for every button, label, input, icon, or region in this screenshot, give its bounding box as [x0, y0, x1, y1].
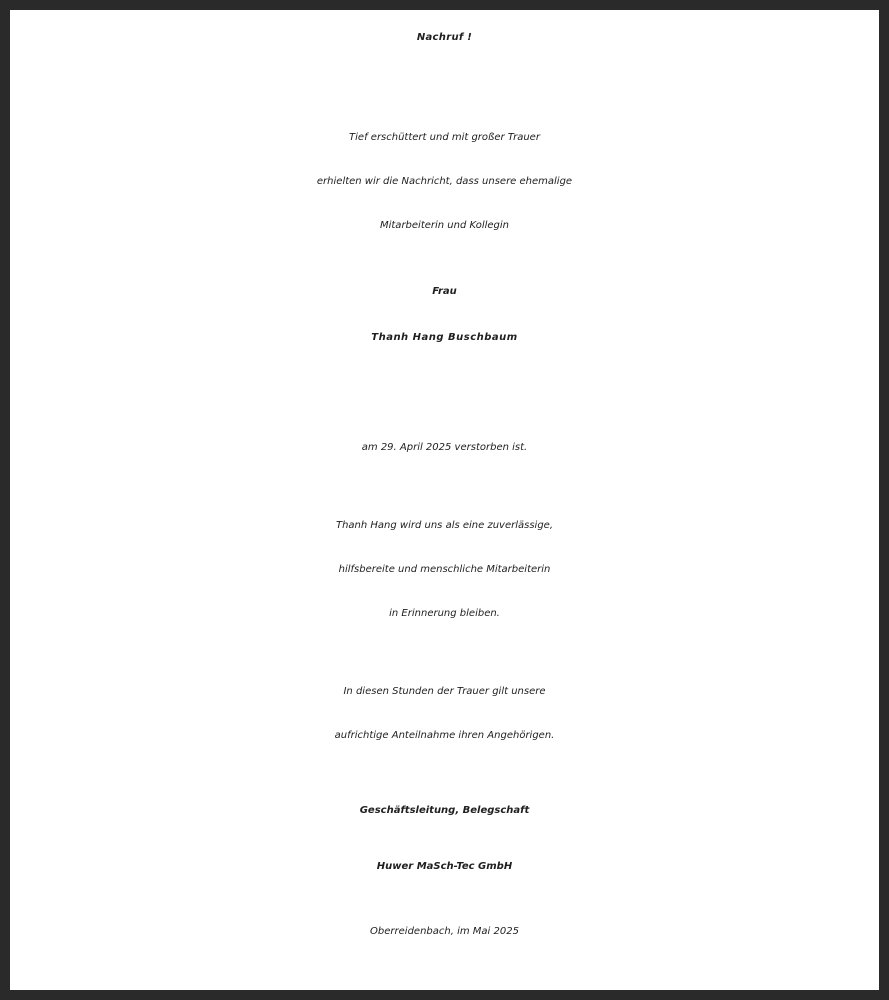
- heading: Nachruf !: [416, 32, 473, 43]
- salutation: Frau: [432, 286, 457, 297]
- intro-line-2: erhielten wir die Nachricht, dass unsere ehemalige: [316, 176, 573, 187]
- condolence-line-1: In diesen Stunden der Trauer gilt unsere: [343, 686, 546, 697]
- condolence-line-2: aufrichtige Anteilnahme ihren Angehörigen.: [334, 730, 555, 741]
- memory-line-1: Thanh Hang wird uns als eine zuverlässige,: [335, 520, 554, 531]
- deceased-name: Thanh Hang Buschbaum: [371, 332, 518, 343]
- signature-line-1: Geschäftsleitung, Belegschaft: [359, 805, 530, 816]
- memory-line-2: hilfsbereite und menschliche Mitarbeiterin: [338, 564, 551, 575]
- date-of-death: am 29. April 2025 verstorben ist.: [361, 442, 528, 453]
- memory-line-3: in Erinnerung bleiben.: [389, 608, 500, 619]
- signature-line-2: Huwer MaSch-Tec GmbH: [376, 861, 513, 872]
- intro-line-1: Tief erschüttert und mit großer Trauer: [349, 132, 540, 143]
- place-and-date: Oberreidenbach, im Mai 2025: [370, 926, 519, 937]
- intro-line-3: Mitarbeiterin und Kollegin: [379, 220, 510, 231]
